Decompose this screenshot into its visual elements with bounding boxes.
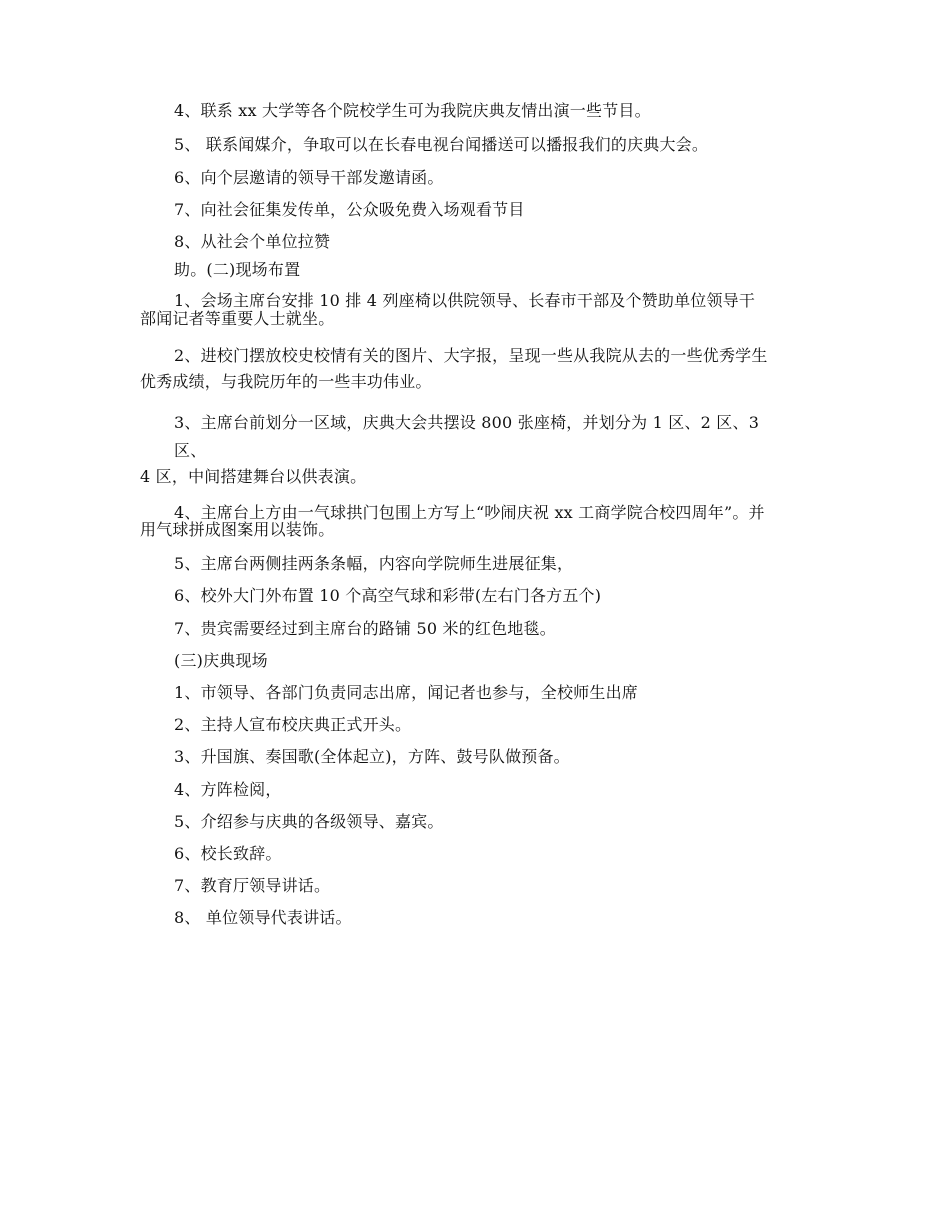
list-item: 5、主席台两侧挂两条条幅，内容向学院师生进展征集， [174,554,574,573]
list-item: 4、联系 xx 大学等各个院校学生可为我院庆典友情出演一些节目。 [174,101,651,120]
paragraph-line: 1、会场主席台安排 10 排 4 列座椅以供院领导、长春市干部及个赞助单位领导干 [174,291,756,310]
list-item: 8、从社会个单位拉赞 [174,232,331,251]
section-heading: 助。(二)现场布置 [174,260,301,279]
paragraph-line: 3、主席台前划分一区域，庆典大会共摆设 800 张座椅，并划分为 1 区、2 区、3 [174,413,760,432]
paragraph-line: 用气球拼成图案用以装饰。 [140,520,335,539]
paragraph-line: 区、 [174,441,207,460]
list-item: 5、介绍参与庆典的各级领导、嘉宾。 [174,812,444,831]
section-heading: (三)庆典现场 [174,651,268,670]
list-item: 6、校外大门外布置 10 个高空气球和彩带(左右门各方五个) [174,586,602,605]
list-item: 7、教育厅领导讲话。 [174,876,331,895]
list-item: 2、主持人宣布校庆典正式开头。 [174,715,412,734]
list-item: 1、市领导、各部门负责同志出席，闻记者也参与，全校师生出席 [174,683,638,702]
list-item: 8、 单位领导代表讲话。 [174,908,352,927]
paragraph-line: 4 区，中间搭建舞台以供表演。 [140,467,367,486]
list-item: 7、向社会征集发传单，公众吸免费入场观看节目 [174,200,525,219]
list-item: 5、 联系闻媒介，争取可以在长春电视台闻播送可以播报我们的庆典大会。 [174,135,709,154]
paragraph-line: 优秀成绩，与我院历年的一些丰功伟业。 [140,372,432,391]
list-item: 4、方阵检阅， [174,780,282,799]
list-item: 6、向个层邀请的领导干部发邀请函。 [174,168,444,187]
paragraph-line: 部闻记者等重要人士就坐。 [140,309,335,328]
paragraph-line: 4、主席台上方由一气球拱门包围上方写上“吵闹庆祝 xx 工商学院合校四周年”。并 [174,503,765,522]
paragraph-line: 2、进校门摆放校史校情有关的图片、大字报，呈现一些从我院从去的一些优秀学生 [174,346,768,365]
list-item: 3、升国旗、奏国歌(全体起立)，方阵、鼓号队做预备。 [174,747,570,766]
list-item: 7、贵宾需要经过到主席台的路铺 50 米的红色地毯。 [174,619,556,638]
list-item: 6、校长致辞。 [174,844,282,863]
